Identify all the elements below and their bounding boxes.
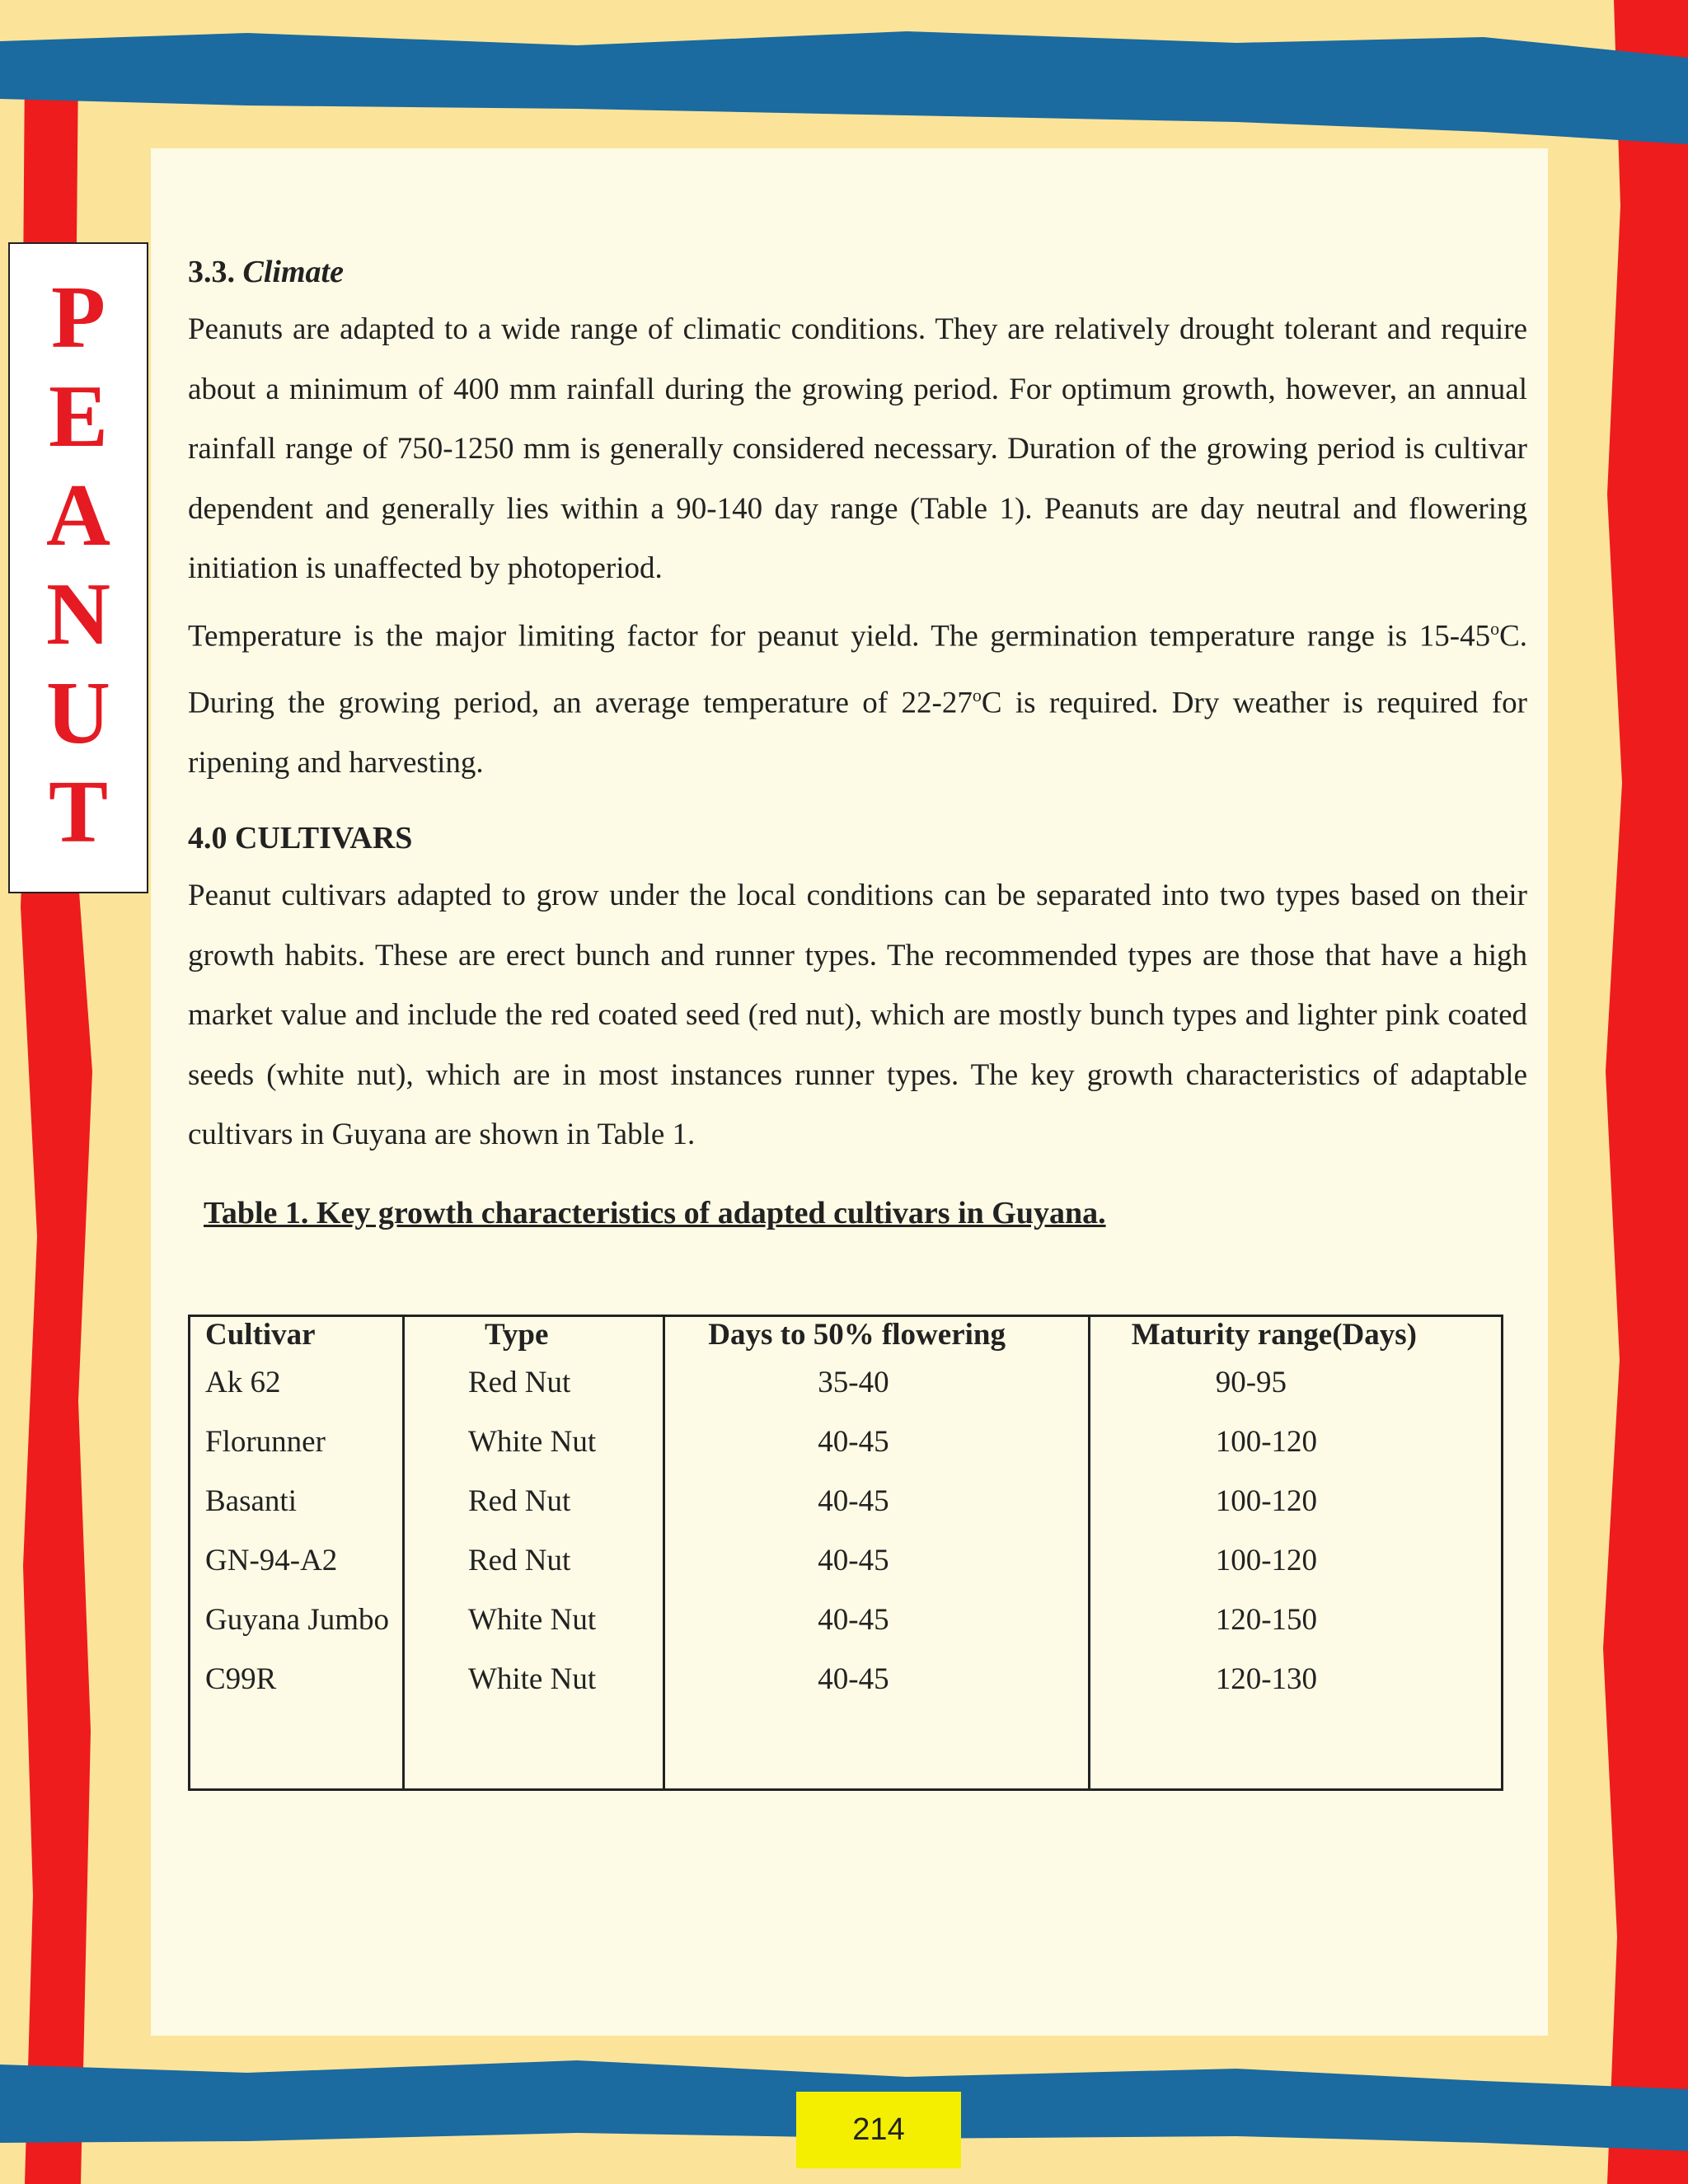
page-number: 214: [796, 2092, 961, 2168]
climate-paragraph-2: [188, 599, 1527, 794]
side-letter: A: [46, 466, 110, 565]
cell-flowering: 40-45: [664, 1412, 1089, 1471]
cell-maturity: 90-95: [1089, 1352, 1502, 1412]
cell-maturity: 120-130: [1089, 1649, 1502, 1708]
table-row: [190, 1412, 1503, 1471]
cell-cultivar: Florunner: [190, 1412, 404, 1471]
cell-cultivar: Ak 62: [190, 1352, 404, 1412]
cell-type: Red Nut: [403, 1352, 663, 1412]
section-climate: [188, 254, 1527, 794]
table-header-row: [190, 1316, 1503, 1353]
degree-mark: o: [972, 685, 982, 706]
climate-text: Temperature is the major limiting factor for peanut yield. The germination temperature range is 15-45: [188, 618, 1491, 653]
cell-maturity: 100-120: [1089, 1530, 1502, 1590]
cell-type: Red Nut: [403, 1471, 663, 1530]
cell-flowering: 40-45: [664, 1530, 1089, 1590]
section-number: 3.3.: [188, 255, 235, 289]
cell-type: White Nut: [403, 1590, 663, 1649]
cell-cultivar: Guyana Jumbo: [190, 1590, 404, 1649]
table-row: [190, 1471, 1503, 1530]
side-letter: N: [46, 565, 110, 663]
table-spacer-row: [190, 1708, 1503, 1790]
column-header: Maturity range(Days): [1089, 1316, 1502, 1353]
section-cultivars: [188, 820, 1527, 1165]
cultivars-paragraph: Peanut cultivars adapted to grow under the local conditions can be separated into two types based on their growth habits. These are erect bunch and runner types. The recommended types are those that have a high market value and include the red coated seed (red nut), which are mostly bunch types and lighter pink coated seeds (white nut), which are in most instances runner types. The key growth characteristics of adaptable cultivars in Guyana are shown in Table 1.: [188, 879, 1527, 1151]
climate-paragraph-1: Peanuts are adapted to a wide range of climatic conditions. They are relatively drought tolerant and require about a minimum of 400 mm rainfall during the growing period. For optimum growth, however, an annual rainfall range of 750-1250 mm is generally considered necessary. Duration of the growing period is cultivar dependent and generally lies within a 90-140 day range (Table 1). Peanuts are day neutral and flowering initiation is unaffected by photoperiod.: [188, 312, 1527, 585]
side-letter: E: [48, 368, 109, 466]
table-row: [190, 1352, 1503, 1412]
cell-flowering: 40-45: [664, 1471, 1089, 1530]
empty-cell: [1089, 1708, 1502, 1790]
table-title: Table 1. Key growth characteristics of adapted cultivars in Guyana.: [204, 1196, 1106, 1230]
section-heading: [188, 254, 1527, 290]
section-heading: 4.0 CULTIVARS: [188, 821, 413, 855]
empty-cell: [664, 1708, 1089, 1790]
climate-text: C. During the growing period, an average temperature of 22-27: [188, 618, 1527, 720]
empty-cell: [190, 1708, 404, 1790]
section-title: Climate: [242, 255, 344, 289]
cell-cultivar: GN-94-A2: [190, 1530, 404, 1590]
cell-maturity: 120-150: [1089, 1590, 1502, 1649]
cell-maturity: 100-120: [1089, 1412, 1502, 1471]
side-letter: T: [48, 763, 109, 861]
empty-cell: [403, 1708, 663, 1790]
column-header: Days to 50% flowering: [664, 1316, 1089, 1353]
side-label-peanut: [8, 242, 148, 893]
table-row: [190, 1590, 1503, 1649]
cell-flowering: 35-40: [664, 1352, 1089, 1412]
table-row: [190, 1530, 1503, 1590]
cell-type: Red Nut: [403, 1530, 663, 1590]
blue-top-band: [0, 31, 1688, 144]
table-row: [190, 1649, 1503, 1708]
cultivar-table: [188, 1315, 1503, 1791]
cell-flowering: 40-45: [664, 1649, 1089, 1708]
side-letter: P: [51, 269, 106, 367]
red-right-band: [1603, 0, 1688, 2184]
cell-type: White Nut: [403, 1649, 663, 1708]
side-letter: U: [46, 664, 110, 762]
cell-maturity: 100-120: [1089, 1471, 1502, 1530]
column-header: Type: [403, 1316, 663, 1353]
cell-flowering: 40-45: [664, 1590, 1089, 1649]
degree-mark: o: [1490, 617, 1500, 639]
cell-cultivar: Basanti: [190, 1471, 404, 1530]
climate-text: C is required. Dry weather is required for ripening and harvesting.: [188, 686, 1528, 780]
cell-cultivar: C99R: [190, 1649, 404, 1708]
column-header: Cultivar: [190, 1316, 404, 1353]
cell-type: White Nut: [403, 1412, 663, 1471]
